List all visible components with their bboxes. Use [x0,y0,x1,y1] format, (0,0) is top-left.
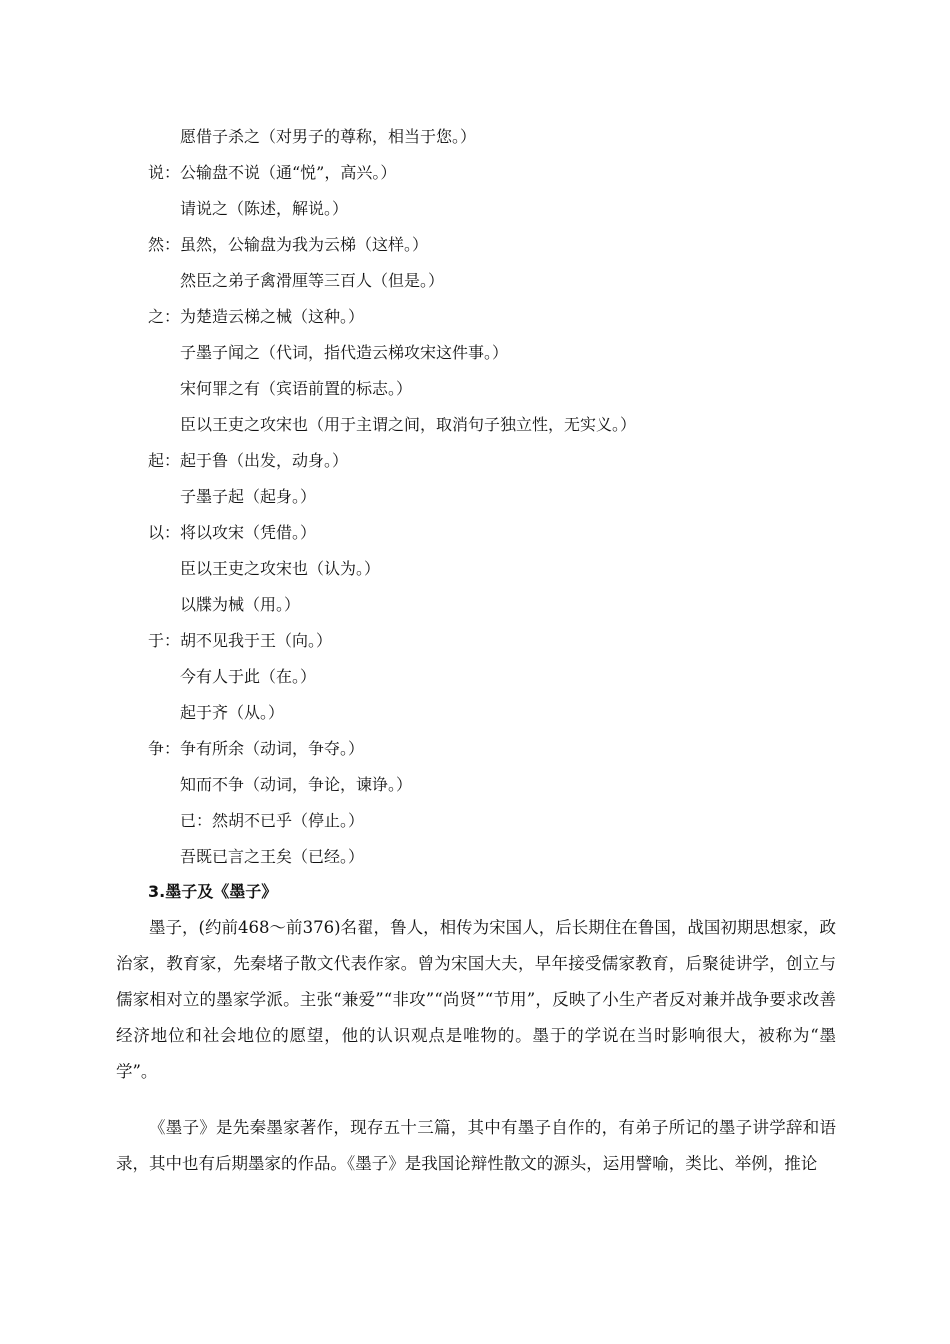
entry-line: 于：胡不见我于王（向。） [148,631,333,650]
entry-line: 已：然胡不已乎（停止。） [180,811,365,830]
entry-line: 子墨子起（起身。） [180,487,317,506]
entry-line: 以牒为械（用。） [180,595,301,614]
entry-line: 臣以王吏之攻宋也（用于主谓之间，取消句子独立性，无实义。） [180,415,637,434]
entry-line: 吾既已言之王矣（已经。） [180,847,365,866]
entry-line: 子墨子闻之（代词，指代造云梯攻宋这件事。） [180,343,509,362]
entry-line: 以：将以攻宋（凭借。） [148,523,317,542]
entry-line: 之：为楚造云梯之械（这种。） [148,307,365,326]
entry-line: 然臣之弟子禽滑厘等三百人（但是。） [180,271,445,290]
entry-line: 知而不争（动词，争论，谏诤。） [180,775,413,794]
entry-line: 今有人于此（在。） [180,667,317,686]
entry-line: 愿借子杀之（对男子的尊称，相当于您。） [180,127,477,146]
entry-line: 臣以王吏之攻宋也（认为。） [180,559,381,578]
entry-line: 宋何罪之有（宾语前置的标志。） [180,379,413,398]
entry-line: 然：虽然，公输盘为我为云梯（这样。） [148,235,429,254]
entry-line: 起于齐（从。） [180,703,285,722]
body-paragraph: 墨子，(约前468～前376)名翟，鲁人，相传为宋国人，后长期住在鲁国，战国初期思想家，政治家，教育家，先秦堵子散文代表作家。曾为宋国大夫，早年接受儒家教育，后聚徒讲学，创立与儒家相对立的墨家学派。主张“兼爱”“非攻”“尚贤”“节用”，反映了小生产者反对兼并战争要求改善经济地位和社会地位的愿望，他的认识观点是唯物的。墨于的学说在当时影响很大，被称为“墨学”。 [116,918,836,1081]
entry-line: 请说之（陈述，解说。） [180,199,349,218]
entry-line: 争：争有所余（动词，争夺。） [148,739,365,758]
entry-line: 说：公输盘不说（通“悦”，高兴。） [148,163,397,182]
body-paragraph: 《墨子》是先秦墨家著作，现存五十三篇，其中有墨子自作的，有弟子所记的墨子讲学辞和语录，其中也有后期墨家的作品。《墨子》是我国论辩性散文的源头，运用譬喻，类比、举例，推论 [116,1118,836,1173]
section-heading: 3.墨子及《墨子》 [148,882,278,901]
entry-line: 起：起于鲁（出发，动身。） [148,451,349,470]
